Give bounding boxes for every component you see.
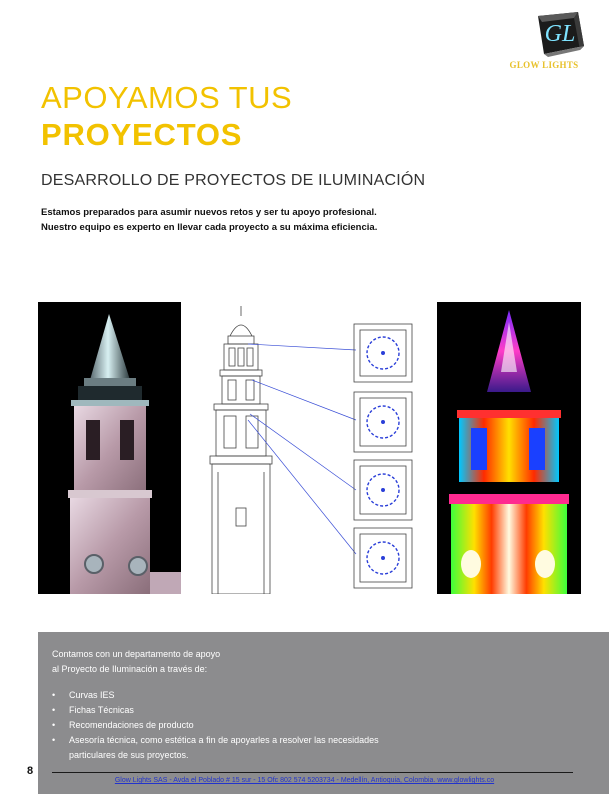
info-box-intro	[52, 647, 220, 677]
list-item-text: Asesoría técnica, como estética a fin de apoyarles a resolver las necesidades	[69, 735, 379, 745]
list-item-continuation: particulares de sus proyectos.	[69, 750, 189, 760]
list-item-text: Recomendaciones de producto	[69, 720, 194, 730]
luminance-photo-illustration	[437, 302, 581, 594]
info-box-intro-line: al Proyecto de Iluminación a través de:	[52, 664, 208, 674]
page-title-line2: PROYECTOS	[41, 117, 243, 152]
list-item-text: Fichas Técnicas	[69, 705, 134, 715]
list-item	[52, 688, 379, 703]
section-subtitle: DESARROLLO DE PROYECTOS DE ILUMINACIÓN	[41, 172, 426, 189]
list-item	[52, 718, 379, 733]
services-list	[52, 688, 379, 763]
technical-drawing	[200, 302, 425, 594]
page-title-line1: APOYAMOS TUS	[41, 80, 293, 115]
technical-drawing-illustration	[200, 302, 425, 594]
tower-photo-illustration	[38, 302, 181, 594]
footer-divider	[52, 772, 573, 773]
page-number: 8	[27, 765, 34, 777]
list-item	[52, 733, 379, 763]
tower-photo	[38, 302, 181, 594]
list-item-text: Curvas IES	[69, 690, 115, 700]
luminaire-plan	[354, 324, 412, 588]
brand-logo	[486, 6, 602, 70]
list-item	[52, 703, 379, 718]
logo-monogram: GL	[544, 21, 576, 47]
logo-cube-icon	[530, 10, 586, 58]
luminance-photo	[437, 302, 581, 594]
intro-paragraph	[41, 205, 377, 235]
intro-line: Nuestro equipo es experto en llevar cada proyecto a su máxima eficiencia.	[41, 222, 378, 233]
footer-contact-link[interactable]: Glow Lights SAS - Avda el Poblado # 15 sur - 15 Ofc 802 574 5203734 - Medellín, Antioquia, Colombia. www.glowlights.co	[114, 777, 495, 784]
info-box-intro-line: Contamos con un departamento de apoyo	[52, 649, 221, 659]
intro-line: Estamos preparados para asumir nuevos retos y ser tu apoyo profesional.	[41, 207, 377, 218]
logo-text: GLOW LIGHTS	[509, 60, 579, 70]
